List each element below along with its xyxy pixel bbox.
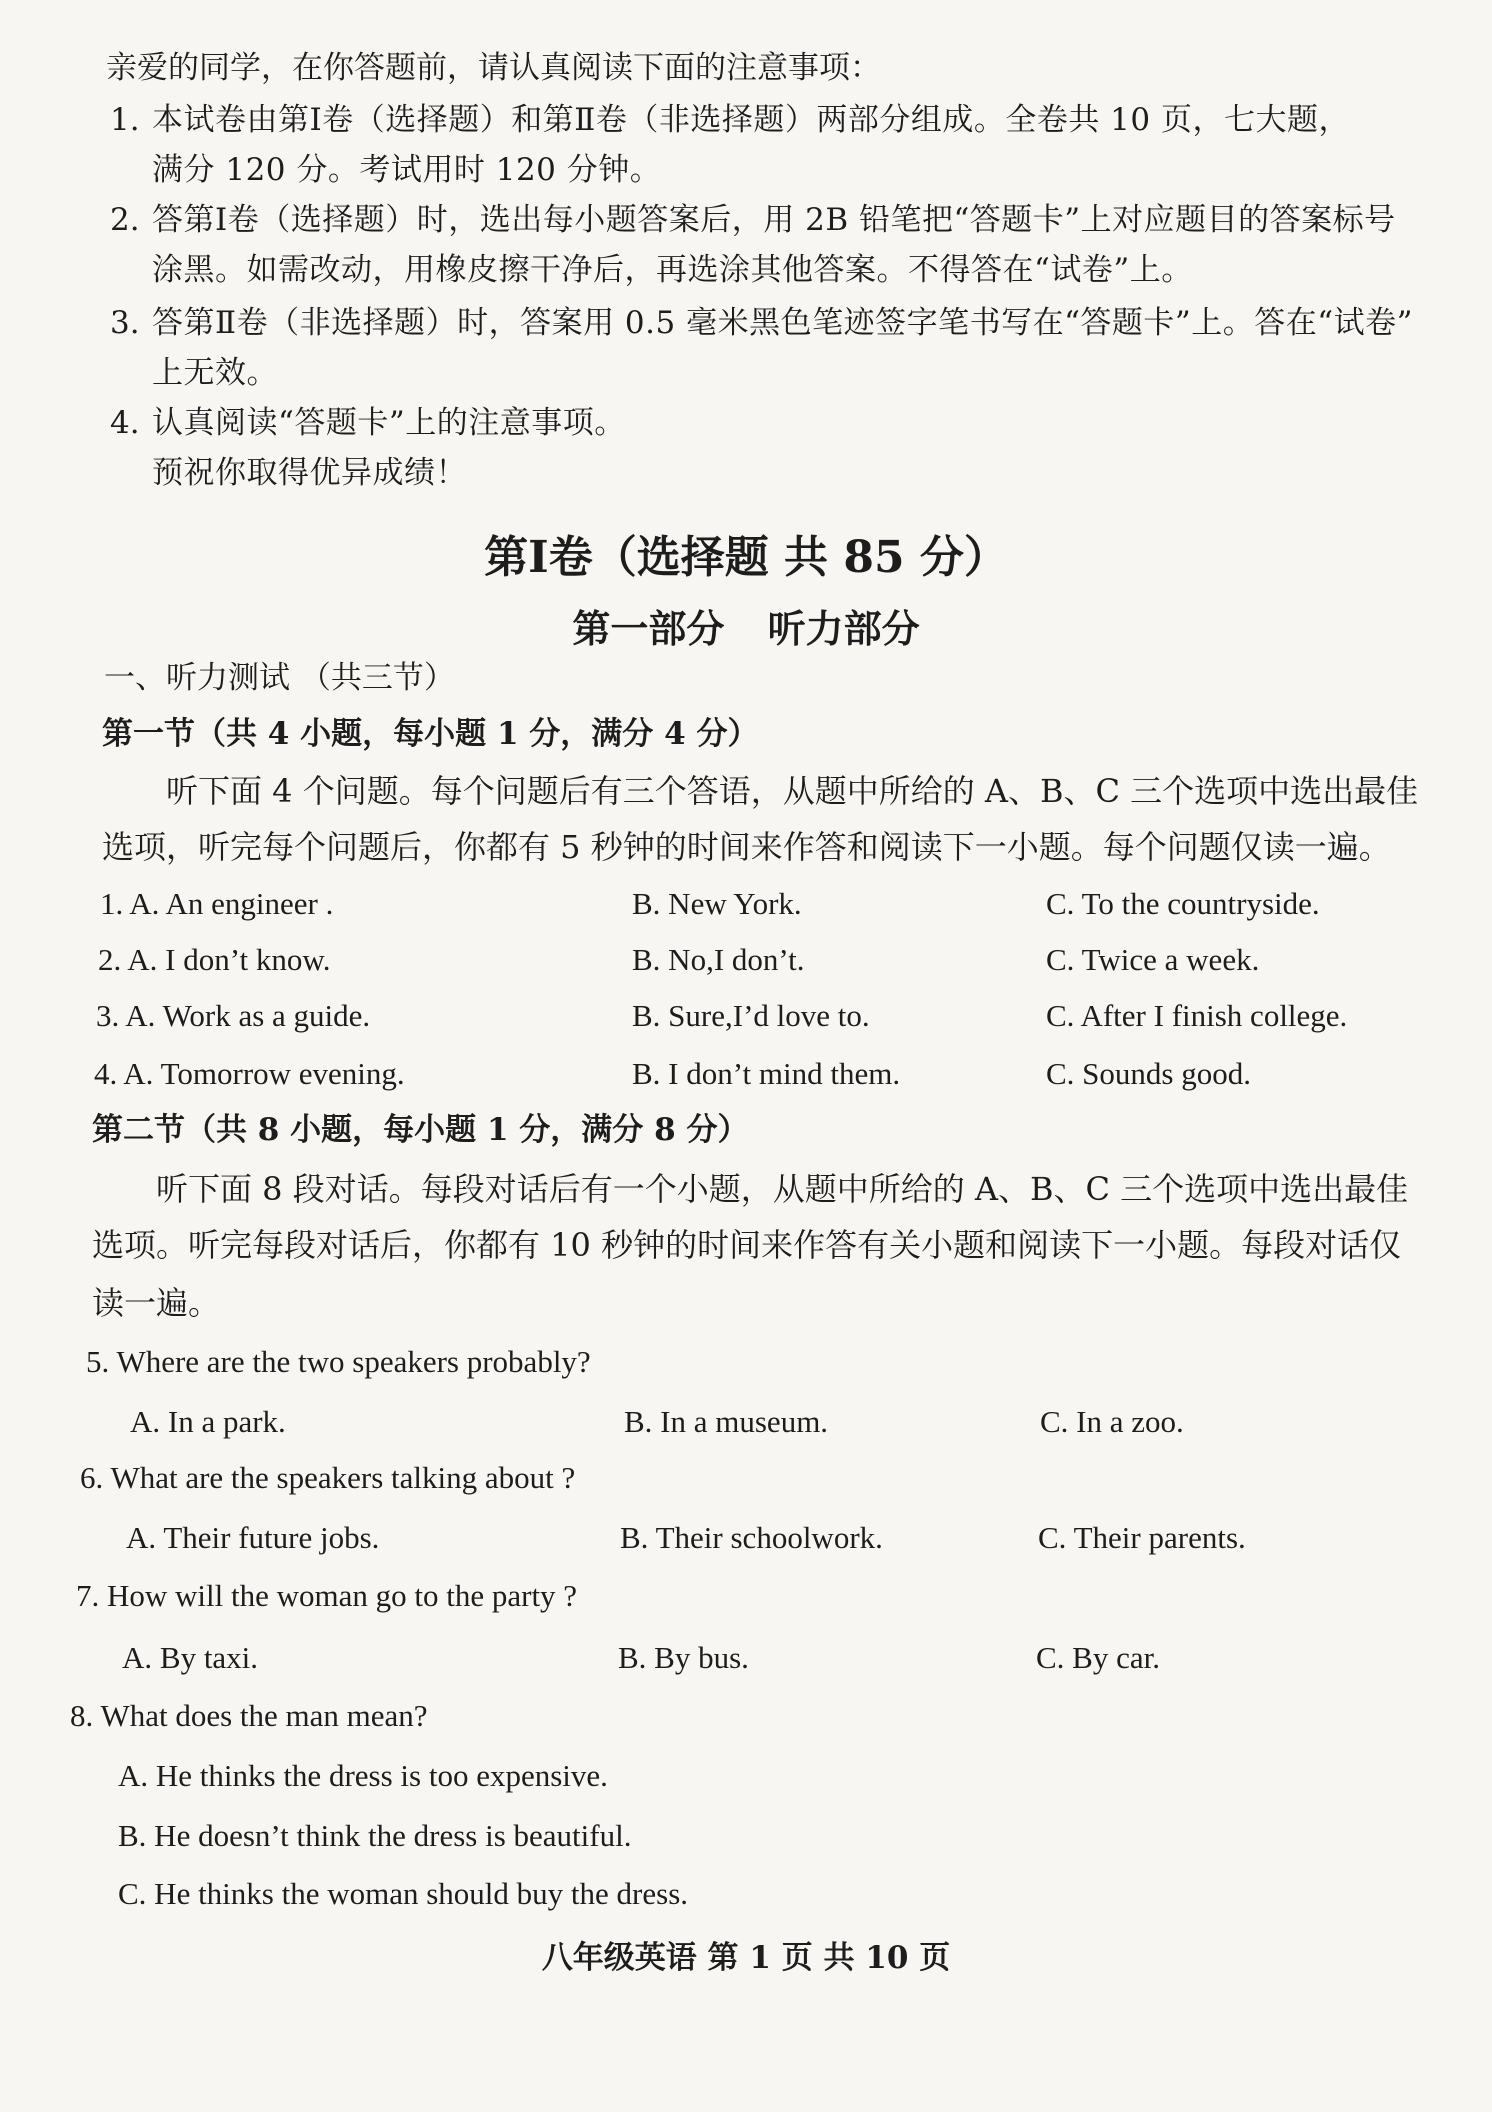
section2-instruction-2: 选项。听完每段对话后，你都有 10 秒钟的时间来作答有关小题和阅读下一小题。每段对话仅 xyxy=(92,1226,1402,1264)
note-1-line-2: 满分 120 分。考试用时 120 分钟。 xyxy=(152,152,662,188)
q3-option-a: 3. A. Work as a guide. xyxy=(96,998,371,1033)
listening-heading: 一、听力测试 （共三节） xyxy=(104,660,455,696)
section2-instruction-3: 读一遍。 xyxy=(92,1284,221,1322)
note-4-number: 4. xyxy=(110,405,140,441)
note-2-line-2: 涂黑。如需改动，用橡皮擦干净后，再选涂其他答案。不得答在“试卷”上。 xyxy=(152,252,1193,288)
section1-instruction-2: 选项，听完每个问题后，你都有 5 秒钟的时间来作答和阅读下一小题。每个问题仅读一遍。 xyxy=(102,828,1391,866)
q3-option-c: C. After I finish college. xyxy=(1046,998,1348,1033)
q4-option-b: B. I don’t mind them. xyxy=(632,1056,901,1091)
note-3-line-2: 上无效。 xyxy=(152,355,278,391)
part-title: 第一部分 听力部分 xyxy=(572,606,920,651)
q2-option-a: 2. A. I don’t know. xyxy=(98,942,331,977)
section1-heading: 第一节（共 4 小题，每小题 1 分，满分 4 分） xyxy=(102,716,759,752)
q6-option-b: B. Their schoolwork. xyxy=(620,1520,883,1555)
note-3-number: 3. xyxy=(110,305,140,341)
note-2-line-1: 答第Ⅰ卷（选择题）时，选出每小题答案后，用 2B 铅笔把“答题卡”上对应题目的答案标号 xyxy=(152,202,1396,238)
page-footer: 八年级英语 第 1 页 共 10 页 xyxy=(541,1940,951,1976)
q8-option-c: C. He thinks the woman should buy the dress. xyxy=(118,1876,689,1911)
q6-option-a: A. Their future jobs. xyxy=(126,1520,380,1555)
volume-title: 第Ⅰ卷（选择题 共 85 分） xyxy=(484,532,1008,583)
q6-option-c: C. Their parents. xyxy=(1038,1520,1246,1555)
q1-option-a: 1. A. An engineer . xyxy=(100,886,334,921)
q8-option-a: A. He thinks the dress is too expensive. xyxy=(118,1758,608,1793)
q5-option-a: A. In a park. xyxy=(130,1404,286,1439)
q1-option-b: B. New York. xyxy=(632,886,802,921)
q7-option-c: C. By car. xyxy=(1036,1640,1160,1675)
q1-option-c: C. To the countryside. xyxy=(1046,886,1320,921)
q3-option-b: B. Sure,I’d love to. xyxy=(632,998,870,1033)
note-2-number: 2. xyxy=(110,202,140,238)
note-1-number: 1. xyxy=(110,102,140,138)
q5-stem: 5. Where are the two speakers probably? xyxy=(86,1344,591,1379)
intro-lead: 亲爱的同学，在你答题前，请认真阅读下面的注意事项： xyxy=(106,50,881,86)
q5-option-b: B. In a museum. xyxy=(624,1404,829,1439)
q5-option-c: C. In a zoo. xyxy=(1040,1404,1184,1439)
section1-instruction-1: 听下面 4 个问题。每个问题后有三个答语，从题中所给的 A、B、C 三个选项中选出最佳 xyxy=(166,772,1419,810)
q2-option-b: B. No,I don’t. xyxy=(632,942,805,977)
note-3-line-1: 答第Ⅱ卷（非选择题）时，答案用 0.5 毫米黑色笔迹签字笔书写在“答题卡”上。答在“试卷” xyxy=(152,305,1413,341)
section2-heading: 第二节（共 8 小题，每小题 1 分，满分 8 分） xyxy=(92,1112,749,1148)
q4-option-a: 4. A. Tomorrow evening. xyxy=(94,1056,405,1091)
q8-stem: 8. What does the man mean? xyxy=(70,1698,428,1733)
q7-option-a: A. By taxi. xyxy=(122,1640,259,1675)
note-1-line-1: 本试卷由第Ⅰ卷（选择题）和第Ⅱ卷（非选择题）两部分组成。全卷共 10 页，七大题， xyxy=(152,102,1350,138)
q8-option-b: B. He doesn’t think the dress is beautiful. xyxy=(118,1818,632,1853)
q7-stem: 7. How will the woman go to the party ? xyxy=(76,1578,578,1613)
q4-option-c: C. Sounds good. xyxy=(1046,1056,1251,1091)
section2-instruction-1: 听下面 8 段对话。每段对话后有一个小题，从题中所给的 A、B、C 三个选项中选出最佳 xyxy=(156,1170,1409,1208)
note-4-line-2: 预祝你取得优异成绩！ xyxy=(152,455,467,491)
q7-option-b: B. By bus. xyxy=(618,1640,749,1675)
q6-stem: 6. What are the speakers talking about ? xyxy=(80,1460,576,1495)
q2-option-c: C. Twice a week. xyxy=(1046,942,1260,977)
note-4-line-1: 认真阅读“答题卡”上的注意事项。 xyxy=(152,405,626,441)
